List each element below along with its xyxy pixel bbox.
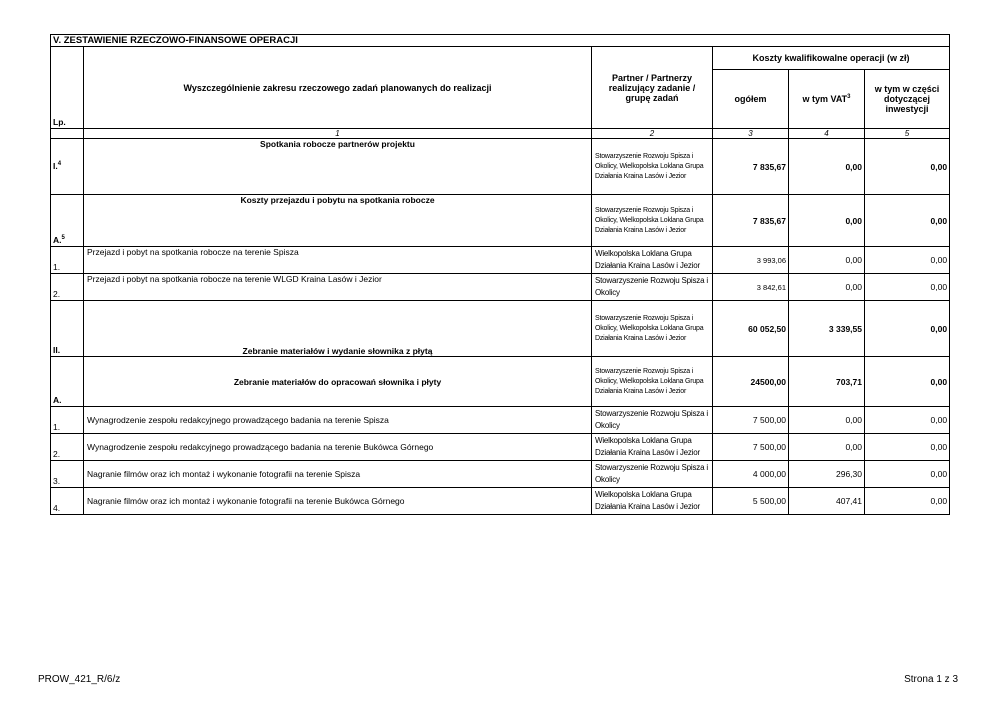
- row-description: Wynagrodzenie zespołu redakcyjnego prowadzącego badania na terenie Spisza: [84, 407, 592, 434]
- row-partner: Stowarzyszenie Rozwoju Spisza i Okolicy, Wielkopolska Loklana Grupa Działania Kraina Lasów i Jezior: [592, 301, 713, 357]
- col-number-1: 1: [84, 129, 592, 139]
- col-number-3: 3: [713, 129, 789, 139]
- row-total: 7 835,67: [713, 195, 789, 247]
- row-vat: 0,00: [789, 195, 865, 247]
- row-lp: A.: [51, 357, 84, 407]
- header-total: ogółem: [713, 70, 789, 129]
- row-partner: Wielkopolska Loklana Grupa Działania Kraina Lasów i Jezior: [592, 488, 713, 515]
- row-investment: 0,00: [865, 247, 950, 274]
- row-vat: 407,41: [789, 488, 865, 515]
- row-lp: 1.: [51, 247, 84, 274]
- row-investment: 0,00: [865, 195, 950, 247]
- row-lp: 4.: [51, 488, 84, 515]
- row-description: Wynagrodzenie zespołu redakcyjnego prowadzącego badania na terenie Bukówca Górnego: [84, 434, 592, 461]
- row-partner: Stowarzyszenie Rozwoju Spisza i Okolicy: [592, 274, 713, 301]
- col-number-4: 4: [789, 129, 865, 139]
- row-total: 5 500,00: [713, 488, 789, 515]
- row-partner: Stowarzyszenie Rozwoju Spisza i Okolicy: [592, 461, 713, 488]
- header-investment: w tym w części dotyczącej inwestycji: [865, 70, 950, 129]
- section-title: V. ZESTAWIENIE RZECZOWO-FINANSOWE OPERACJI: [51, 35, 950, 47]
- table-row: [51, 274, 950, 301]
- document-page: [50, 34, 949, 515]
- row-partner: Stowarzyszenie Rozwoju Spisza i Okolicy, Wielkopolska Loklana Grupa Działania Kraina Lasów i Jezior: [592, 139, 713, 195]
- financial-table: [50, 34, 950, 515]
- row-investment: 0,00: [865, 357, 950, 407]
- row-partner: Stowarzyszenie Rozwoju Spisza i Okolicy, Wielkopolska Loklana Grupa Działania Kraina Lasów i Jezior: [592, 195, 713, 247]
- table-row: [51, 407, 950, 434]
- table-row: [51, 247, 950, 274]
- row-total: 60 052,50: [713, 301, 789, 357]
- table-row: [51, 434, 950, 461]
- table-row: [51, 301, 950, 357]
- footer-page-number: Strona 1 z 3: [904, 674, 958, 685]
- row-description: Nagranie filmów oraz ich montaż i wykonanie fotografii na terenie Spisza: [84, 461, 592, 488]
- table-row: [51, 139, 950, 195]
- row-lp: A.$^5$: [51, 195, 84, 247]
- table-row: [51, 461, 950, 488]
- row-vat: 0,00: [789, 407, 865, 434]
- row-description: Zebranie materiałów i wydanie słownika z płytą: [84, 301, 592, 357]
- row-investment: 0,00: [865, 139, 950, 195]
- header-partner: Partner / Partnerzy realizujący zadanie / grupę zadań: [592, 47, 713, 129]
- row-vat: 703,71: [789, 357, 865, 407]
- row-lp: 2.: [51, 434, 84, 461]
- row-total: 7 500,00: [713, 407, 789, 434]
- header-costs-group: Koszty kwalifikowalne operacji (w zł): [713, 47, 950, 70]
- row-total: 3 842,61: [713, 274, 789, 301]
- table-row: [51, 357, 950, 407]
- footer-code: PROW_421_R/6/z: [38, 674, 121, 685]
- row-vat: 0,00: [789, 274, 865, 301]
- row-partner: Stowarzyszenie Rozwoju Spisza i Okolicy, Wielkopolska Loklana Grupa Działania Kraina Lasów i Jezior: [592, 357, 713, 407]
- row-description: Zebranie materiałów do opracowań słownika i płyty: [84, 357, 592, 407]
- row-total: 7 835,67: [713, 139, 789, 195]
- row-vat: 0,00: [789, 139, 865, 195]
- row-investment: 0,00: [865, 407, 950, 434]
- row-investment: 0,00: [865, 434, 950, 461]
- row-lp: I.$^4$: [51, 139, 84, 195]
- row-total: 24500,00: [713, 357, 789, 407]
- row-vat: 296,30: [789, 461, 865, 488]
- header-description: Wyszczególnienie zakresu rzeczowego zadań planowanych do realizacji: [84, 47, 592, 129]
- row-lp: 1.: [51, 407, 84, 434]
- row-investment: 0,00: [865, 274, 950, 301]
- row-partner: Wielkopolska Loklana Grupa Działania Kraina Lasów i Jezior: [592, 247, 713, 274]
- row-description: Przejazd i pobyt na spotkania robocze na terenie Spisza: [84, 247, 592, 274]
- row-total: 3 993,06: [713, 247, 789, 274]
- row-investment: 0,00: [865, 461, 950, 488]
- row-lp: 2.: [51, 274, 84, 301]
- header-vat: w tym VAT$^3$: [789, 70, 865, 129]
- row-lp: 3.: [51, 461, 84, 488]
- row-total: 4 000,00: [713, 461, 789, 488]
- row-partner: Stowarzyszenie Rozwoju Spisza i Okolicy: [592, 407, 713, 434]
- row-description: Koszty przejazdu i pobytu na spotkania robocze: [84, 195, 592, 247]
- row-description: Nagranie filmów oraz ich montaż i wykonanie fotografii na terenie Bukówca Górnego: [84, 488, 592, 515]
- row-investment: 0,00: [865, 488, 950, 515]
- row-vat: 3 339,55: [789, 301, 865, 357]
- row-vat: 0,00: [789, 247, 865, 274]
- row-vat: 0,00: [789, 434, 865, 461]
- row-description: Przejazd i pobyt na spotkania robocze na terenie WLGD Kraina Lasów i Jezior: [84, 274, 592, 301]
- row-lp: II.: [51, 301, 84, 357]
- col-number-2: 2: [592, 129, 713, 139]
- col-number-5: 5: [865, 129, 950, 139]
- row-description: Spotkania robocze partnerów projektu: [84, 139, 592, 195]
- header-lp: Lp.: [51, 47, 84, 129]
- row-partner: Wielkopolska Loklana Grupa Działania Kraina Lasów i Jezior: [592, 434, 713, 461]
- table-row: [51, 195, 950, 247]
- row-investment: 0,00: [865, 301, 950, 357]
- row-total: 7 500,00: [713, 434, 789, 461]
- table-row: [51, 488, 950, 515]
